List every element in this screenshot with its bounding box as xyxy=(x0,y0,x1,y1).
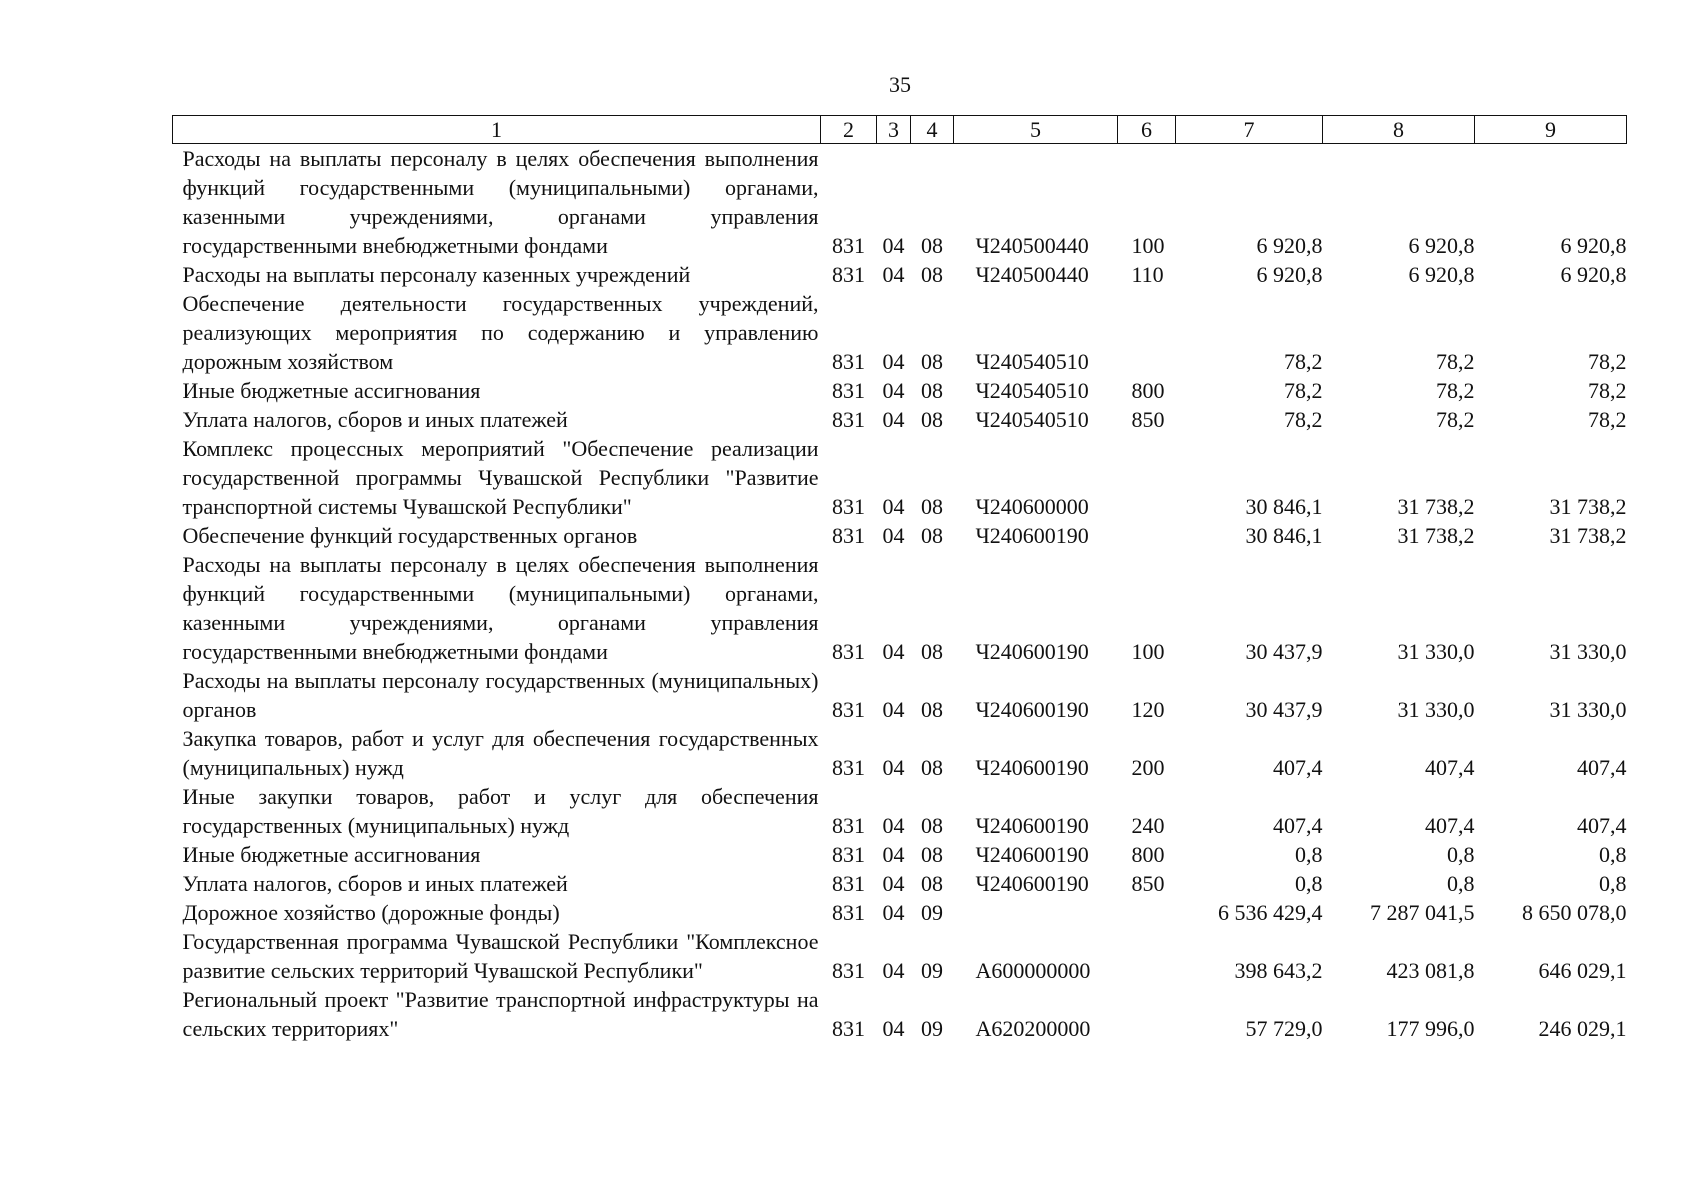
table-row xyxy=(173,782,1627,840)
row-subsection-code: 08 xyxy=(921,871,943,896)
row-description: Расходы на выплаты персоналу в целях обеспечения выполнения функций государственными (муниципальными) органами, казенными учреждениями, органами управления государственными внебюджетными фондами xyxy=(182,552,819,664)
row-amount-year-3: 646 029,1 xyxy=(1538,958,1627,983)
row-subsection-code: 08 xyxy=(921,842,943,867)
row-amount-year-2: 6 920,8 xyxy=(1408,262,1475,287)
row-amount-year-2: 0,8 xyxy=(1447,871,1475,896)
row-section-code: 04 xyxy=(882,958,905,983)
row-grbs-code: 831 xyxy=(832,349,865,374)
row-subsection-code: 08 xyxy=(921,262,943,287)
row-target-article: Ч240600190 xyxy=(975,871,1089,896)
column-header-2: 2 xyxy=(821,116,877,144)
row-expense-type: 800 xyxy=(1131,378,1165,403)
row-expense-type xyxy=(1118,898,1176,927)
row-subsection-code: 08 xyxy=(921,407,943,432)
row-amount-year-3: 78,2 xyxy=(1588,407,1627,432)
row-amount-year-1: 78,2 xyxy=(1284,349,1323,374)
row-amount-year-3: 78,2 xyxy=(1588,378,1627,403)
row-grbs-code: 831 xyxy=(832,639,865,664)
row-amount-year-1: 30 846,1 xyxy=(1245,494,1323,519)
row-subsection-code: 08 xyxy=(921,639,943,664)
row-section-code: 04 xyxy=(882,378,905,403)
row-expense-type: 100 xyxy=(1131,233,1165,258)
row-target-article: Ч240540510 xyxy=(975,407,1089,432)
column-number-header-row xyxy=(173,116,1627,144)
row-target-article: Ч240540510 xyxy=(975,349,1089,374)
row-amount-year-1: 6 536 429,4 xyxy=(1218,900,1323,925)
row-description: Уплата налогов, сборов и иных платежей xyxy=(182,871,568,896)
table-row xyxy=(173,666,1627,724)
row-section-code: 04 xyxy=(882,494,905,519)
row-amount-year-3: 8 650 078,0 xyxy=(1522,900,1627,925)
row-grbs-code: 831 xyxy=(832,233,865,258)
row-target-article: Ч240600190 xyxy=(975,813,1089,838)
row-expense-type xyxy=(1118,521,1176,550)
row-amount-year-1: 78,2 xyxy=(1284,378,1323,403)
row-subsection-code: 09 xyxy=(921,958,943,983)
row-expense-type xyxy=(1118,434,1176,521)
row-target-article: А600000000 xyxy=(975,958,1091,983)
row-subsection-code: 09 xyxy=(921,1016,943,1041)
table-row xyxy=(173,840,1627,869)
row-expense-type: 240 xyxy=(1131,813,1165,838)
table-row xyxy=(173,144,1627,261)
row-section-code: 04 xyxy=(882,262,905,287)
row-expense-type: 850 xyxy=(1131,407,1165,432)
budget-table-body xyxy=(173,144,1627,1044)
row-section-code: 04 xyxy=(882,755,905,780)
row-subsection-code: 08 xyxy=(921,378,943,403)
row-section-code: 04 xyxy=(882,900,905,925)
row-description: Уплата налогов, сборов и иных платежей xyxy=(182,407,568,432)
row-section-code: 04 xyxy=(882,1016,905,1041)
table-row xyxy=(173,376,1627,405)
row-amount-year-1: 0,8 xyxy=(1295,871,1323,896)
row-description: Иные закупки товаров, работ и услуг для обеспечения государственных (муниципальных) нужд xyxy=(182,784,819,838)
row-description: Расходы на выплаты персоналу государственных (муниципальных) органов xyxy=(182,668,819,722)
row-grbs-code: 831 xyxy=(832,407,865,432)
row-target-article: Ч240600190 xyxy=(975,755,1089,780)
row-section-code: 04 xyxy=(882,349,905,374)
row-target-article: Ч240600190 xyxy=(975,697,1089,722)
row-amount-year-2: 31 330,0 xyxy=(1397,697,1475,722)
row-amount-year-3: 407,4 xyxy=(1577,755,1627,780)
row-amount-year-3: 78,2 xyxy=(1588,349,1627,374)
row-amount-year-3: 6 920,8 xyxy=(1560,233,1627,258)
row-amount-year-3: 31 330,0 xyxy=(1549,639,1627,664)
row-amount-year-1: 57 729,0 xyxy=(1245,1016,1323,1041)
column-header-6: 6 xyxy=(1118,116,1176,144)
row-target-article: Ч240600190 xyxy=(975,639,1089,664)
table-row xyxy=(173,898,1627,927)
row-target-article: Ч240600000 xyxy=(975,494,1089,519)
table-row xyxy=(173,550,1627,666)
row-subsection-code: 08 xyxy=(921,349,943,374)
row-amount-year-1: 407,4 xyxy=(1273,813,1323,838)
row-expense-type: 850 xyxy=(1131,871,1165,896)
row-expense-type: 800 xyxy=(1131,842,1165,867)
table-row xyxy=(173,405,1627,434)
row-grbs-code: 831 xyxy=(832,842,865,867)
row-amount-year-3: 31 738,2 xyxy=(1549,494,1627,519)
row-expense-type xyxy=(1118,289,1176,376)
row-amount-year-2: 31 738,2 xyxy=(1397,494,1475,519)
row-amount-year-3: 6 920,8 xyxy=(1560,262,1627,287)
row-grbs-code: 831 xyxy=(832,494,865,519)
row-description: Закупка товаров, работ и услуг для обеспечения государственных (муниципальных) нужд xyxy=(182,726,819,780)
row-amount-year-2: 78,2 xyxy=(1436,378,1475,403)
row-amount-year-1: 78,2 xyxy=(1284,407,1323,432)
budget-table xyxy=(172,115,1627,1043)
row-grbs-code: 831 xyxy=(832,871,865,896)
row-description: Комплекс процессных мероприятий "Обеспечение реализации государственной программы Чувашской Республики "Развитие транспортной системы Чувашской Республики" xyxy=(182,436,819,519)
row-subsection-code: 08 xyxy=(921,697,943,722)
row-amount-year-1: 407,4 xyxy=(1273,755,1323,780)
page-number: 35 xyxy=(889,72,911,97)
row-amount-year-2: 177 996,0 xyxy=(1386,1016,1475,1041)
table-row xyxy=(173,289,1627,376)
table-row xyxy=(173,434,1627,521)
row-expense-type: 100 xyxy=(1131,639,1165,664)
column-header-3: 3 xyxy=(877,116,911,144)
row-target-article: А620200000 xyxy=(975,1016,1091,1041)
row-target-article: Ч240600190 xyxy=(975,842,1089,867)
row-amount-year-2: 7 287 041,5 xyxy=(1370,900,1475,925)
row-amount-year-2: 78,2 xyxy=(1436,349,1475,374)
column-header-1: 1 xyxy=(173,116,821,144)
row-amount-year-2: 0,8 xyxy=(1447,842,1475,867)
row-grbs-code: 831 xyxy=(832,813,865,838)
row-description: Обеспечение деятельности государственных учреждений, реализующих мероприятия по содержанию и управлению дорожным хозяйством xyxy=(182,291,819,374)
column-header-9: 9 xyxy=(1475,116,1627,144)
row-amount-year-3: 31 330,0 xyxy=(1549,697,1627,722)
row-grbs-code: 831 xyxy=(832,1016,865,1041)
row-amount-year-2: 407,4 xyxy=(1425,755,1475,780)
row-amount-year-1: 30 437,9 xyxy=(1245,697,1323,722)
row-amount-year-1: 30 846,1 xyxy=(1245,523,1323,548)
row-expense-type: 110 xyxy=(1131,262,1164,287)
row-subsection-code: 08 xyxy=(921,523,943,548)
row-description: Обеспечение функций государственных органов xyxy=(182,523,638,548)
row-grbs-code: 831 xyxy=(832,262,865,287)
row-description: Расходы на выплаты персоналу в целях обеспечения выполнения функций государственными (муниципальными) органами, казенными учреждениями, органами управления государственными внебюджетными фондами xyxy=(182,146,819,258)
row-amount-year-2: 423 081,8 xyxy=(1386,958,1475,983)
row-description: Региональный проект "Развитие транспортной инфраструктуры на сельских территориях" xyxy=(182,987,819,1041)
row-section-code: 04 xyxy=(882,871,905,896)
row-amount-year-1: 398 643,2 xyxy=(1234,958,1323,983)
row-section-code: 04 xyxy=(882,639,905,664)
row-section-code: 04 xyxy=(882,233,905,258)
row-description: Иные бюджетные ассигнования xyxy=(182,378,481,403)
row-amount-year-1: 30 437,9 xyxy=(1245,639,1323,664)
row-target-article: Ч240500440 xyxy=(975,233,1089,258)
row-amount-year-2: 31 330,0 xyxy=(1397,639,1475,664)
table-row xyxy=(173,260,1627,289)
row-amount-year-3: 0,8 xyxy=(1599,842,1627,867)
column-header-7: 7 xyxy=(1176,116,1323,144)
row-grbs-code: 831 xyxy=(832,697,865,722)
row-expense-type: 120 xyxy=(1131,697,1165,722)
row-grbs-code: 831 xyxy=(832,900,865,925)
row-amount-year-2: 407,4 xyxy=(1425,813,1475,838)
row-target-article xyxy=(954,898,1118,927)
row-target-article: Ч240600190 xyxy=(975,523,1089,548)
row-subsection-code: 08 xyxy=(921,494,943,519)
table-row xyxy=(173,724,1627,782)
row-amount-year-2: 78,2 xyxy=(1436,407,1475,432)
column-header-8: 8 xyxy=(1323,116,1475,144)
row-grbs-code: 831 xyxy=(832,958,865,983)
row-amount-year-2: 31 738,2 xyxy=(1397,523,1475,548)
row-amount-year-3: 31 738,2 xyxy=(1549,523,1627,548)
row-subsection-code: 08 xyxy=(921,233,943,258)
row-expense-type xyxy=(1118,927,1176,985)
row-expense-type: 200 xyxy=(1131,755,1165,780)
row-amount-year-1: 6 920,8 xyxy=(1256,262,1323,287)
row-grbs-code: 831 xyxy=(832,523,865,548)
row-target-article: Ч240500440 xyxy=(975,262,1089,287)
row-grbs-code: 831 xyxy=(832,755,865,780)
row-amount-year-3: 246 029,1 xyxy=(1538,1016,1627,1041)
row-amount-year-3: 0,8 xyxy=(1599,871,1627,896)
table-row xyxy=(173,927,1627,985)
row-amount-year-1: 6 920,8 xyxy=(1256,233,1323,258)
table-row xyxy=(173,521,1627,550)
row-section-code: 04 xyxy=(882,697,905,722)
column-header-4: 4 xyxy=(911,116,954,144)
row-section-code: 04 xyxy=(882,842,905,867)
row-section-code: 04 xyxy=(882,407,905,432)
table-row xyxy=(173,985,1627,1043)
row-description: Иные бюджетные ассигнования xyxy=(182,842,481,867)
row-amount-year-3: 407,4 xyxy=(1577,813,1627,838)
row-target-article: Ч240540510 xyxy=(975,378,1089,403)
row-subsection-code: 08 xyxy=(921,755,943,780)
row-subsection-code: 09 xyxy=(921,900,943,925)
row-section-code: 04 xyxy=(882,523,905,548)
row-description: Дорожное хозяйство (дорожные фонды) xyxy=(182,900,560,925)
row-amount-year-1: 0,8 xyxy=(1295,842,1323,867)
row-description: Государственная программа Чувашской Республики "Комплексное развитие сельских территорий Чувашской Республики" xyxy=(182,929,819,983)
row-grbs-code: 831 xyxy=(832,378,865,403)
row-subsection-code: 08 xyxy=(921,813,943,838)
row-expense-type xyxy=(1118,985,1176,1043)
row-amount-year-2: 6 920,8 xyxy=(1408,233,1475,258)
row-section-code: 04 xyxy=(882,813,905,838)
row-description: Расходы на выплаты персоналу казенных учреждений xyxy=(182,262,691,287)
table-row xyxy=(173,869,1627,898)
budget-table-container xyxy=(172,115,1626,1043)
column-header-5: 5 xyxy=(954,116,1118,144)
